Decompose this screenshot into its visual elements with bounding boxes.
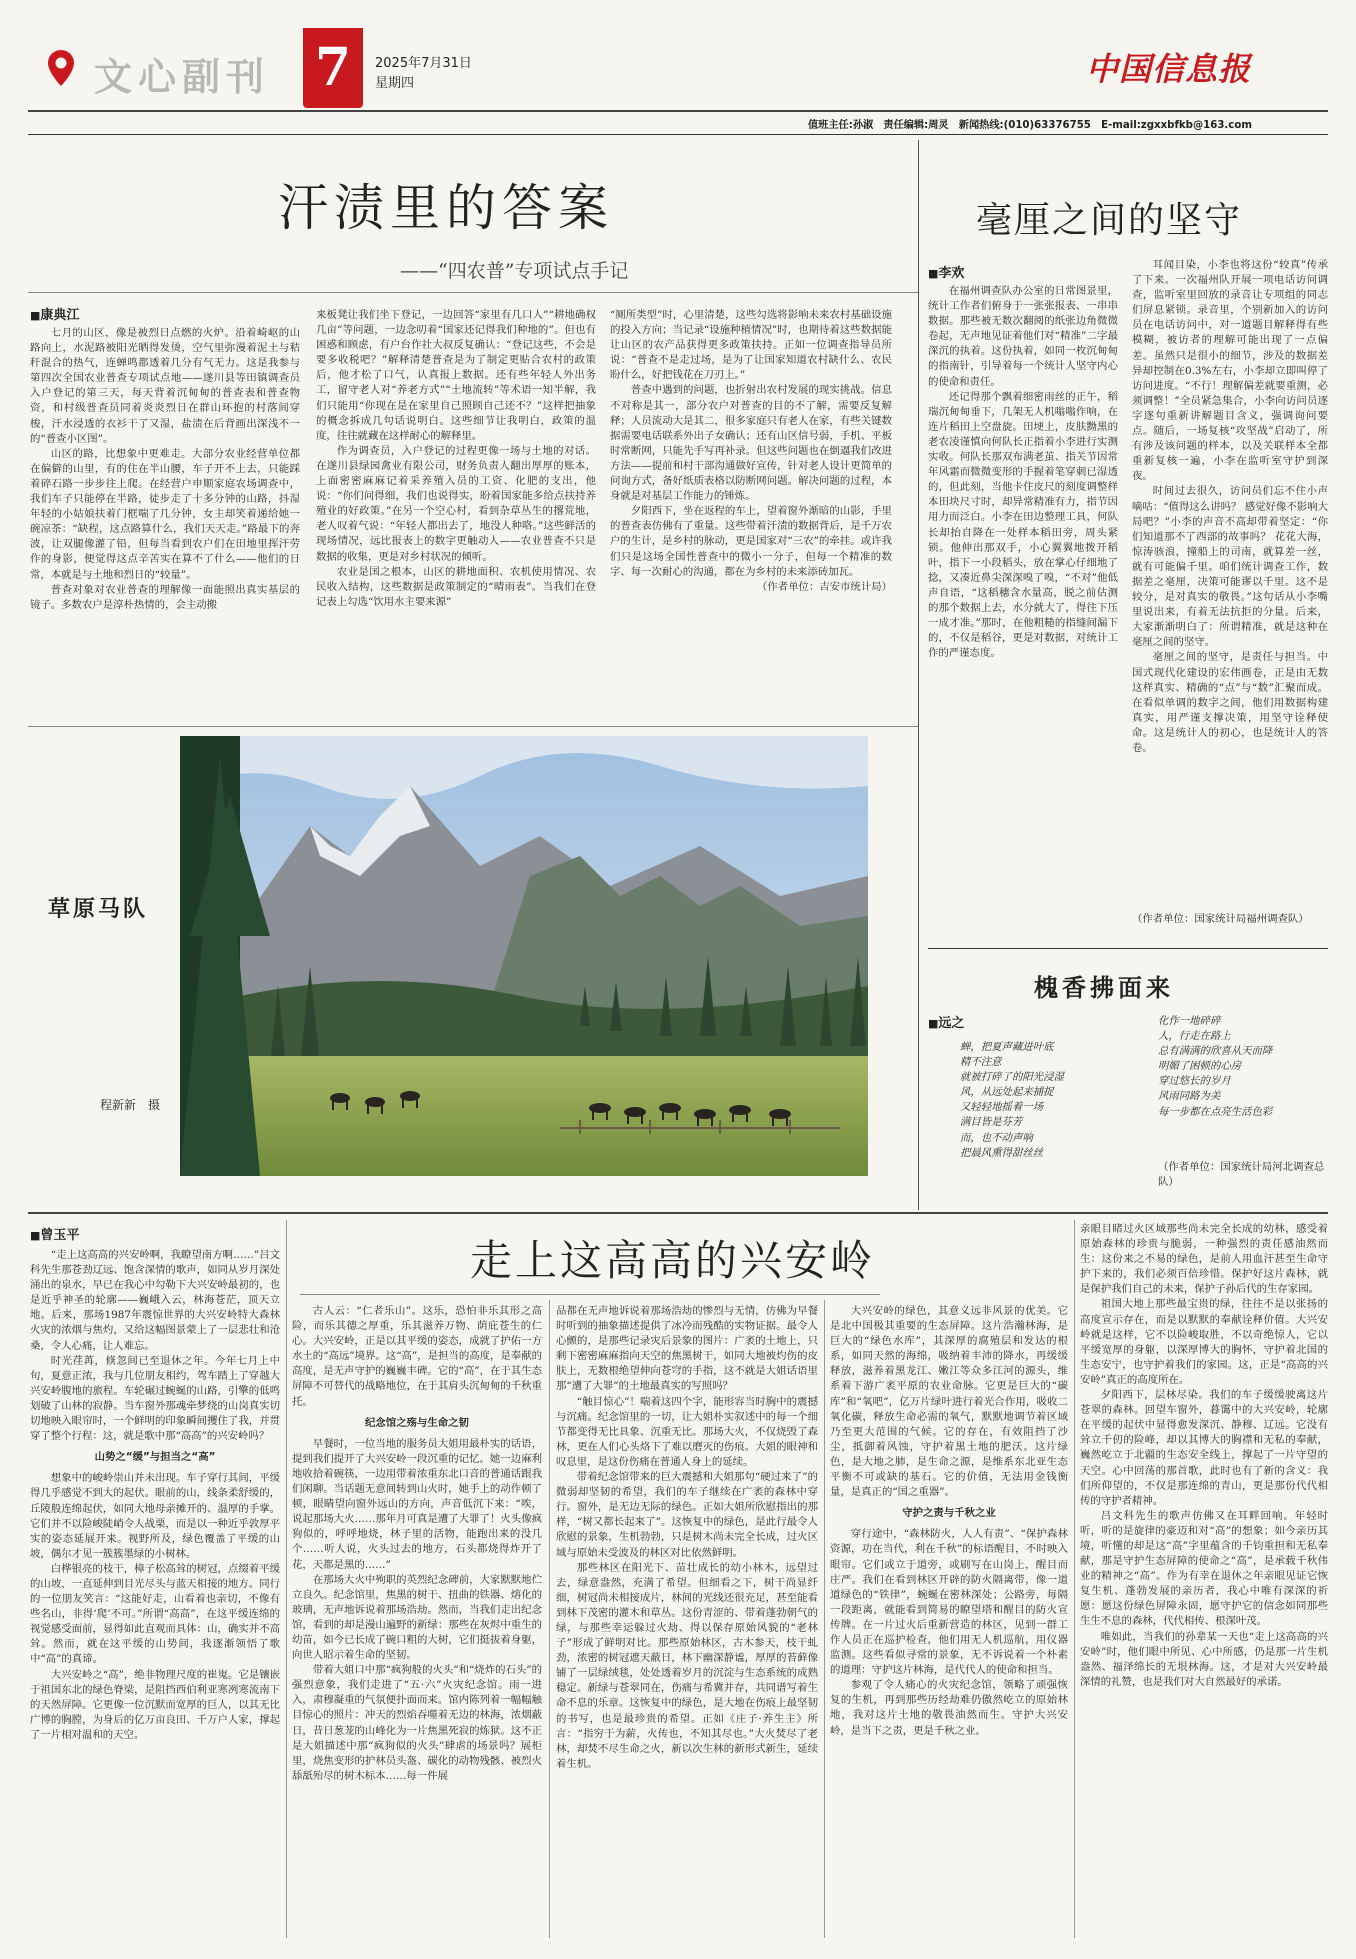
paragraph: 农业是国之根本，山区的耕地面积、农机使用情况、农民收入结构，这些数据是政策制定的“晴雨表”。当我们在登记表上勾选“饮用水主要来源” — [316, 565, 596, 608]
article2-column-2 — [1132, 258, 1328, 910]
article2-byline: ■ 李欢 — [928, 262, 964, 281]
col-divider — [1074, 1220, 1075, 1938]
paragraph: 唯如此，当我们的孙辈某一天也“走上这高高的兴安岭”时，他们眼中所见、心中所感，仍是那一片生机盎然、福泽绵长的无垠林海。这，才是对大兴安岭最深情的礼赞，也是我们对大自然最好的承诺。 — [1080, 1630, 1328, 1688]
paragraph: 耳闻目染，小李也将这份“较真”传承了下来。一次福州队开展一项电话访问调查，监听室里回放的录音让专项组的同志们屏息紧锁。录音里，个别新加入的访问员在电话访问中，对一道题目解释得有些模糊，被访者的理解可能出现了一点偏差。虽然只是很小的细节，涉及的数据差异却控制在0.3%左右，小李却立即叫停了访问进度。“不行！理解偏差就要重测，必须调整！”全员紧急集合，小李向访问员逐字逐句重新讲解题目含义，强调询问要点。随后，一场复核“攻坚战”启动了，所有涉及该问题的样本，以及关联样本全都重新复核一遍，小李在监听室守护到深夜。 — [1132, 259, 1328, 483]
header-rule-2 — [28, 134, 1328, 135]
section-title: 文心副刊 — [94, 54, 271, 99]
article1-subtitle: ——“四农普”专项试点手记 — [400, 260, 629, 282]
paragraph: 带着大姐口中那“疯狗般的火头”和“烧炸的石头”的强烈意象，我们走进了“五·六”火灾纪念馆。雨一进入，肃穆凝重的气氛便扑面而来。馆内陈列着一幅幅触目惊心的照片：冲天的烈焰吞噬着无边的林海，浓烟蔽日，昔日葱茏的山峰化为一片焦黑死寂的炼狱。这不正是大姐描述中那“疯狗似的火头”肆虐的场景吗？展柜里，烧焦变形的护林员头盔、碳化的动物残骸、被烈火舔舐殆尽的树木标本……每一件展 — [292, 1664, 542, 1782]
right-divider — [918, 140, 919, 1210]
article1-column-2 — [316, 308, 596, 720]
article2-unit: （作者单位：国家统计局福州调查队） — [1132, 913, 1309, 925]
paragraph: 穿行途中，“森林防火，人人有责”、“保护森林资源，功在当代，利在千秋”的标语醒目，不时映入眼帘。它们或立于道旁，或刷写在山岗上，醒目而庄严。我们在看到林区开辟的防火隔离带，像一道道绿色的“铁律”，蜿蜒在密林深处；公路旁，每隔一段距离，就能看到简易的瞭望塔和醒目的防火宣传牌。在一片过火后重新营造的林区，见到一群工作人员正在巡护检查，他们用无人机巡航，用仪器监测。这些看似寻常的景象，无不诉说着一个朴素的道理：守护这片林海，是代代人的使命和担当。 — [830, 1528, 1068, 1677]
paragraph: 参观了令人痛心的火灾纪念馆，领略了顽强恢复的生机，再到那些历经劫难仍傲然屹立的原始林地，我对这片土地的敬畏油然而生。守护大兴安岭，是当下之责，更是千秋之业。 — [830, 1679, 1068, 1737]
section-heading: 山势之“缓”与担当之“高” — [94, 1451, 216, 1464]
col-divider — [549, 1300, 550, 1938]
photo-caption-title: 草原马队 — [48, 896, 149, 922]
article3-title: 槐香拂面来 — [1034, 973, 1174, 1002]
article4-column-1 — [30, 1248, 280, 1938]
paragraph: 带着纪念馆带来的巨大震撼和大姐那句“硬过来了”的微弱却坚韧的希望，我们的车子继续在广袤的森林中穿行。窗外，是无边无际的绿色。正如大姐所欣慰指出的那样，“树又都长起来了”。这恢复中的绿色，是此行最令人欣慰的景象，生机勃勃，只是树木尚未完全长成，过火区域与原始未受波及的林区对比依然鲜明。 — [556, 1471, 818, 1559]
grassland-horse-photo — [180, 736, 868, 1176]
photo-rule — [28, 726, 918, 727]
poem-line: 就被打碎了的阳光浸湿 — [960, 1071, 1064, 1084]
article1-title: 汗渍里的答案 — [278, 179, 614, 237]
article4-column-2 — [292, 1304, 542, 1938]
paragraph: 作为调查员，入户登记的过程更像一场与土地的对话。在遂川县绿园禽业有限公司，财务负责人翻出厚厚的账本，上面密密麻麻记着采养殖入员的工资、化肥的支出，他说：“你们问得细，我们也说得实，盼着国家能多给点扶持养殖业的好政策。”在另一个空心村，看到杂草丛生的撂荒地，老人叹着气说：“年轻人都出去了，地没人种咯。”这些鲜活的现场情况，远比报表上的数字更触动人——农业普查不只是数据的收集，更是对乡村状况的倾听。 — [316, 444, 596, 563]
header-bar — [28, 28, 1328, 108]
poem-line: 人，行走在路上 — [1158, 1030, 1231, 1043]
newspaper-logo: 中国信息报 — [1086, 50, 1252, 88]
article4-title-rule — [300, 1294, 880, 1295]
paragraph: 大兴安岭的绿色，其意义远非风景的优美。它是北中国极其重要的生态屏障。这片浩瀚林海，是巨大的“绿色水库”，其深厚的腐殖层和发达的根系，如同天然的海绵，吸纳着丰沛的降水，再缓缓释放，滋养着黑龙江、嫩江等众多江河的源头，维系着下游广袤平原的农业命脉。它更是巨大的“碳库”和“氧吧”，亿万片绿叶进行着光合作用，吸收二氧化碳，释放生命必需的氧气，默默地调节着区域乃至更大范围的气候。它的存在，有效阻挡了沙尘，抵御着风蚀，守护着黑土地的肥沃。这片绿色，是大地之肺，是生命之源，是维系东北亚生态平衡不可或缺的基石。它的价值，无法用金钱衡量，是真正的“国之重器”。 — [830, 1305, 1068, 1499]
poem-column-1 — [960, 1040, 1150, 1210]
article1-rule — [28, 292, 918, 293]
poem-line: 精不注意 — [960, 1056, 1002, 1069]
article1-column-3 — [610, 308, 892, 720]
page-number: 7 — [314, 37, 352, 98]
paragraph: 大兴安岭之“高”，绝非物理尺度的崔嵬。它是镶嵌于祖国东北的绿色脊梁，是阻挡西伯利亚寒冽寒流南下的天然屏障。它更像一位沉默而宽厚的巨人，以其无比广博的胸膛，为身后的亿万亩良田、千万户人家，撑起了一片相对温和的天空。 — [30, 1668, 280, 1741]
paragraph: “触目惊心”！喘着这四个字，能形容当时胸中的震撼与沉痛。纪念馆里的一切，让大姐朴实叙述中的每一个细节都变得无比具象、沉重无比。那场大火，不仅烧毁了森林，更在人们心头烙下了难以磨灭的伤痕。大姐的眼神和叹息里，是这份伤痛在普通人身上的延续。 — [556, 1395, 818, 1468]
paragraph: 白桦银亮的枝干，樟子松高耸的树冠，点缀着平缓的山坡，一直延伸到目光尽头与蓝天相接的地方。同行的一位朋友笑言：“这能好走，山看着也亲切，不像有些名山，非得‘爬’不可。”所谓“高高”，在这平缓连绵的视觉感受面前，显得如此直观而具体：山，确实并不高耸。然而，就在这平缓的山势间，我逐渐领悟了歌中“高”的真谛。 — [30, 1562, 280, 1666]
paragraph: 古人云：“仁者乐山”。这乐，恐怕非乐其形之高险，而乐其德之厚重，乐其滋养万物、荫庇苍生的仁心。大兴安岭，正是以其平缓的姿态，成就了护佑一方水土的“高远”境界。这“高”，是担当的高度，是奉献的高度，是无声守护的巍巍丰碑。它的“高”，在于其生态屏障不可替代的战略地位，在于其肩头沉甸甸的千秋重托。 — [292, 1305, 542, 1408]
paragraph: 时光荏苒，倏忽间已至退休之年。今年七月上中旬，夏意正浓，我与几位朋友相约，驾车踏上了穿越大兴安岭腹地的旅程。车轮碾过蜿蜒的山路，引擎的低鸣划破了山林的寂静。当车窗外那魂牵梦绕的山岗真实切切地映入眼帘时，一个鲜明的印象瞬间攫住了我，并贯穿了整个行程：这，就是歌中那“高高”的兴安岭吗？ — [30, 1354, 280, 1443]
poem-line: 把晨风熏得甜丝丝 — [960, 1146, 1044, 1159]
paragraph: 在那场大火中殉职的英烈纪念碑前，大家默默地伫立良久。纪念馆里，焦黑的树干、扭曲的铁器、熔化的玻璃，无声地诉说着那场浩劫。然而，当我们走出纪念馆，看到的却是漫山遍野的新绿：那些在灰烬中重生的幼苗，如今已长成了碗口粗的大树，它们挺拔着身躯，向世人昭示着生命的坚韧。 — [292, 1573, 542, 1662]
paragraph: 七月的山区，像是被烈日点燃的火炉。沿着崎岖的山路向上，水泥路被阳光晒得发烫，空气里弥漫着泥土与秸秆混合的热气，连蝉鸣都透着几分有气无力。这是我参与第四次全国农业普查专项试点地——遂川县等田镇调查员入户登记的第三天，每天背着沉甸甸的普查表和普查物资，和村级普查员同着炎炎烈日在群山环抱的村落间穿梭，汗水浸透的衣衫干了又湿，盐渍在后背画出深浅不一的“普查小区图”。 — [30, 327, 300, 445]
article4-column-5 — [1080, 1222, 1328, 1938]
article3-byline: ■ 远之 — [928, 1012, 964, 1031]
paragraph: 还记得那个飘着细密雨丝的正午，稻瑞沉甸甸垂下，几架无人机嗡嗡作响，在连片稻田上空盘旋。田埂上，皮肤黝黑的老农凌谨慎向何队长正指着小李进行实测实收。何队长那双布满老茧、指关节因常年风霜而微微变形的手握着笔穿刺已湿透的，但此刻，当他卡住皮尺的刻度调整样本田块尺寸时，却异常精准有力，指节因用力而泛白。小李在田边整理工具，何队长却抬自降在一处样本稻田旁，周头紧锁。他伸出那双手，小心翼翼地拨开稻叶，指下一小段稻头，放在掌心仔细地了捻，又凑近鼻尖深深嗅了嗅，“不对”他低声自语，“这稻穗含水量高，脱之前估测的那个数据上去，水分就大了，得往下压一成才准。”那时，在他粗糙的指缝间漏下的，不仅是稻谷，更是对数据，对统计工作的严谨态度。 — [928, 390, 1118, 660]
article1-byline: ■ 康典江 — [30, 304, 79, 323]
section-heading: 守护之责与千秋之业 — [902, 1507, 996, 1520]
poem-line: 明媚了困顿的心房 — [1158, 1060, 1242, 1073]
article4-column-3 — [556, 1304, 818, 1938]
article4-rule-top — [28, 1212, 1328, 1214]
header-rule — [28, 110, 1328, 112]
paragraph: 夕阳西下，坐在返程的车上，望着窗外渐暗的山影，手里的普查表仿佛有了重量。这些带着汗渍的数据背后，是千万农户的生计，是乡村的脉动，更是国家对“三农”的牵挂。或许我们只是这场全国性普查中的微小一分子，但每一个精准的数字、每一次耐心的沟通，都在为乡村的未来添砖加瓦。 — [610, 505, 892, 578]
poem-line: 风雨同路为美 — [1158, 1090, 1221, 1103]
page-number-box — [303, 28, 363, 108]
poem-line: 而，也不动声响 — [960, 1131, 1033, 1144]
poem-line: 化作一地碎碎 — [1158, 1015, 1221, 1027]
paragraph: 普查中遇到的问题，也折射出农村发展的现实挑战。信息不对称是其一，部分农户对普查的目的不了解，需要反复解释；人员流动大是其二，很多家庭只有老人在家，有些关键数据需要电话联系外出子女确认；还有山区信号弱，手机、平板时常断网，只能先手写再补录。但这些问题也在倒逼我们改进方法——提前和村干部沟通做好宣传，针对老人设计更简单的问询方式，备好纸质表格以防断网问题。解决问题的过程，本身就是对基层工作能力的锤炼。 — [610, 384, 892, 503]
poem-line: 满目皆是芬芳 — [960, 1116, 1023, 1129]
paragraph: “走上这高高的兴安岭啊，我瞭望南方啊……”吕文科先生那苍劲辽远、饱含深情的歌声，如同从岁月深处涌出的泉水，早已在我心中勾勒下大兴安岭最初的，也是近乎神圣的轮廓——巍峨入云，林海苍茫，顶天立地。后来，那场1987年震惊世界的大兴安岭特大森林火灾的浓烟与焦灼，又给这幅图景蒙上了一层悲壮和沧桑，令人心痛，让人难忘。 — [30, 1249, 280, 1352]
paragraph: 来板凳让我们坐下登记，一边回答“家里有几口人”“耕地确权几亩”等问题，一边念叨着“国家还记得我们种地的”。但也有困惑和顾虑，有户台作社大叔反复确认：“登记这些，不会是要多收税吧？”解释清楚普查是为了制定更贴合农村的政策后，他才松了口气，认真报上数据。还有些年轻人外出务工，留守老人对“养老方式”“土地流转”等术语一知半解，我们只能用“你现在是在家里自己照顾自己还不？”这样把抽象的概念拆成几句话说明白。这些细节让我明白，政策的温度，往往就藏在这样耐心的解释里。 — [316, 309, 596, 442]
paragraph: 毫厘之间的坚守，是责任与担当。中国式现代化建设的宏伟画卷，正是由无数这样真实、精确的“点”与“数”汇聚而成。在看似单调的数字之间，他们用数据构建真实，用严谨支撑决策，用坚守诠释使命。这是统计人的初心，也是统计人的答卷。 — [1132, 651, 1328, 754]
photo-credit: 程新新 摄 — [100, 1098, 161, 1112]
paragraph: 品都在无声地诉说着那场浩劫的惨烈与无情，仿佛为早餐时听到的抽象描述提供了冰冷而残酷的实物证据。最令人心颤的，是那些记录灾后景象的图片：广袤的土地上，只剩下密密麻麻指向天空的焦黑树干，如同大地被灼伤的皮肤上，无数根绝望伸向苍穹的手指，这不就是大姐话语里那“遭了大罪”的土地最真实的写照吗？ — [556, 1305, 818, 1393]
location-pin-icon — [48, 50, 74, 86]
poem-line: 每一步都在点亮生活色彩 — [1158, 1105, 1273, 1118]
article4-title: 走上这高高的兴安岭 — [470, 1236, 876, 1285]
section-heading: 纪念馆之殇与生命之韧 — [365, 1416, 469, 1429]
paragraph: 祖国大地上那些最宝贵的绿，往往不是以张扬的高度宣示存在，而是以默默的奉献诠释价值。大兴安岭就是这样，它不以险峻取胜，不以奇绝惊人，它以平缓宽厚的身躯，以深厚博大的胸怀，守护着北国的生态安宁，也守护着我们的家园。这，正是“高高的兴安岭”真正的高度所在。 — [1080, 1298, 1328, 1386]
poem-line: 又轻轻地摇着一场 — [960, 1101, 1044, 1114]
paragraph: 夕阳西下，层林尽染。我们的车子缓缓驶离这片苍翠的森林。回望车窗外，暮霭中的大兴安岭，轮廓在平缓的起伏中显得愈发深沉、静穆、辽远。它没有耸立千仞的险峰，却以其博大的胸襟和无私的奉献，巍然屹立于北疆的生态安全线上，撑起了一片守望的天空。心中回荡的那首歌，此时也有了新的含义：我们所仰望的，不仅是那连绵的青山，更是那份代代相传的守护者精神。 — [1080, 1389, 1328, 1507]
article3-unit: （作者单位：国家统计局河北调查总队） — [1158, 1161, 1325, 1188]
article2-column-1 — [928, 284, 1118, 946]
author-unit: （作者单位：吉安市统计局） — [756, 580, 892, 593]
paragraph: 山区的路，比想象中更难走。大部分农业经营单位都在偏僻的山里，有的住在半山腰，车子开不上去，只能踩着碎石路一步步往上爬。在经营户申顺家庭农场调查中，我们车子只能停在半路，徒步走了十多分钟的山路，抖湿年轻的小姑娘扶着门框喘了几分钟，女主却笑着递给她一碗凉茶：“缺程，这点路算什么，我们天天走。”路最下的奔波，让双腿像灌了铅，但每当看到农户们在田地里挥汗劳作的身影，便觉得这点辛苦实在算不了什么——他们的日常，本就是与土地和烈日的“较量”。 — [30, 447, 300, 581]
paragraph: 亲眼目睹过火区域那些尚未完全长成的幼林，感受着原始森林的珍贵与脆弱，一种强烈的责任感油然而生：这份来之不易的绿色，是前人用血汗甚至生命守护下来的，我们必须百倍珍惜。保护好这片森林，就是保护我们自己的未来，保护子孙后代的生存家园。 — [1080, 1223, 1328, 1296]
paragraph: 想象中的峻岭崇山并未出现。车子穿行其间，平缓得几乎感觉不到大的起伏。眼前的山，线条柔舒缓的，丘陵般连绵起伏，如同大地母亲摊开的、温厚的手掌。它们并不以险峻陡峭令人战栗，而是以一种近乎敦厚平实的姿态延展开来。视野所及，绿色覆盖了平缓的山坡，偶尔才见一簇簇墨绿的小树林。 — [30, 1472, 280, 1560]
poem-rule-top — [928, 948, 1328, 949]
paragraph: 时间过去很久，访问员们忘不住小声嘀咕：“值得这么讲吗？ 感觉好像不影响大局吧？”小李的声音不高却带着坚定：“你们知道那不了西部的故事吗？ 花花大海，惊涛骇浪，撞船上的司南，就算差一丝，就有可能偏千里。咱们统计调查工作，数据差之毫厘，决策可能谬以千里。这不是较分，是对真实的敬畏。”这句话从小李嘴里说出来，有着无法抗拒的分量。后来，大家渐渐明白了：所谓精准，就是这种在毫厘之间的坚守。 — [1132, 485, 1328, 649]
poem-line: 风，从远处起来捕捉 — [960, 1086, 1054, 1099]
paragraph: 早餐时，一位当地的服务员大姐用最朴实的话语，提到我们提开了大兴安岭一段沉重的记忆。她一边麻利地收拾着碗筷，一边用带着浓重东北口音的普通话跟我们闲聊。当话题无意间转到山火时，她手上的动作顿了顿，眼睛望向窗外远山的方向，声音低沉下来：“唉，说起那场大火……那年月可真是遭了大罪了！火头像疯狗似的，呼呼地烧，林子里的活物，能跑出来的没几个……听人说，火头过去的地方，石头都烧得炸开了花，天都是黑的……” — [292, 1437, 542, 1571]
poem-line: 蝉，把夏声藏进叶底 — [960, 1041, 1054, 1053]
editors-line: 值班主任:孙淑 责任编辑:周灵 新闻热线:(010)63376755 E-mail:zgxxbfkb@163.com — [808, 120, 1252, 131]
issue-weekday: 星期四 — [375, 76, 415, 91]
paragraph: “厕所类型”时，心里清楚，这些勾选将影响未来农村基础设施的投入方向；当记录“设施种植情况”时，也期待着这些数据能让山区的农产品获得更多政策扶持。正如一位调查指导员所说：“普查不是走过场，是为了让国家知道农村缺什么、农民盼什么，好把钱花在刀刃上。” — [610, 309, 892, 382]
poem-column-2 — [1158, 1014, 1328, 1154]
article1-column-1 — [30, 326, 300, 720]
col-divider — [286, 1220, 287, 1938]
article2-title: 毫厘之间的坚守 — [976, 200, 1243, 241]
paragraph: 吕文科先生的歌声仿佛又在耳畔回响。年轻时听，听的是旋律的豪迈和对“高”的想象；如今亲历其境，听懂的却是这“高”字里蕴含的千钧重担和无私奉献，那是守护生态屏障的使命之“高”，是承载千秋伟业的精神之“高”。作为有幸在退休之年亲眼见证它恢复生机、蓬勃发展的亲历者，我心中唯有深深的祈愿：愿这份绿色屏障永固，愿守护它的信念如同那些生生不息的森林，代代相传、根深叶茂。 — [1080, 1509, 1328, 1628]
poem-line: 穿过悠长的岁月 — [1158, 1075, 1231, 1088]
paragraph: 在福州调查队办公室的日常图景里，统计工作者们俯身于一张张报表、一串串数据。那些被无数次翻阅的纸张边角微微卷起，无声地见证着他们对“精准”二字最深沉的执着。这份执着，如同一枚沉甸甸的指南针，引导着每一个统计人坚守内心的使命和责任。 — [928, 285, 1118, 388]
paragraph: 普查对象对农业普查的理解像一面能照出真实基层的镜子。多数农户是淳朴热情的，会主动搬 — [30, 583, 300, 611]
issue-date: 2025年7月31日 — [375, 56, 472, 71]
article4-byline: ■ 曾玉平 — [30, 1224, 79, 1243]
paragraph: 那些林区在阳光下、苗壮成长的幼小林木，远望过去，绿意盎然，充满了希望。但细看之下，树干尚显纤细，树冠尚未相接成片，林间的光线还很充足，甚至能看到林下茂密的灌木和草丛。这份青涩的、带着蓬勃朝气的绿，与那些幸运躲过火劫、得以保存原始风貌的“老林子”形成了鲜明对比。那些原始林区，古木参天，枝干虬劲，浓密的树冠遮天蔽日，林下幽深静谧，厚厚的苔藓像铺了一层绿绒毯，处处透着岁月的沉淀与生态系统的成熟稳定。新绿与苍翠同在，伤痛与希冀并存，共同谱写着生命不息的乐章。这恢复中的绿色，是大地在伤痕上最坚韧的书写，也是最珍贵的希望。正如《庄子·养生主》所言：“指穷于为薪，火传也，不知其尽也。”大火焚尽了老林，却焚不尽生命之火，新以次生林的新形式新生，延续着生机。 — [556, 1561, 818, 1770]
col-divider — [824, 1300, 825, 1938]
poem-line: 总有满满的欣喜从天而降 — [1158, 1045, 1273, 1058]
article4-column-4 — [830, 1304, 1068, 1938]
